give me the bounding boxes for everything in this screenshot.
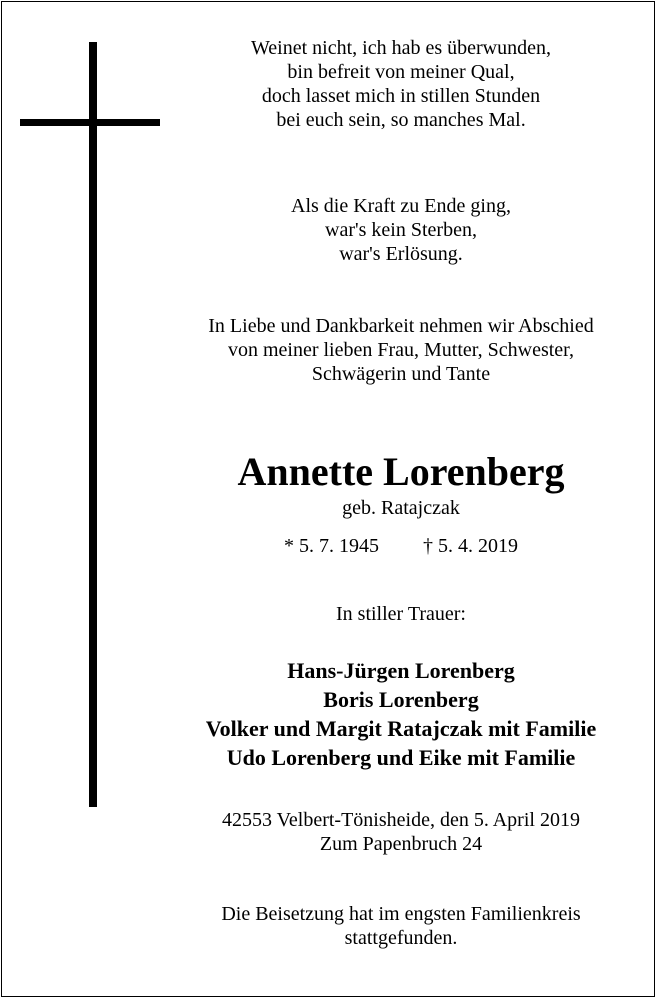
address-block <box>142 808 658 856</box>
deceased-name: Annette Lorenberg <box>237 449 565 494</box>
intro-line: In Liebe und Dankbarkeit nehmen wir Abschied <box>208 315 594 337</box>
death-date: † 5. 4. 2019 <box>423 535 518 557</box>
burial-line: Die Beisetzung hat im engsten Familienkreis <box>221 903 581 925</box>
mourner-name: Volker und Margit Ratajczak mit Familie <box>205 716 597 741</box>
mourner-name: Udo Lorenberg und Eike mit Familie <box>226 745 576 770</box>
poem-line: bin befreit von meiner Qual, <box>287 61 515 83</box>
poem-line: bei euch sein, so manches Mal. <box>276 109 526 131</box>
farewell-intro <box>142 314 658 386</box>
burial-notice <box>142 902 658 950</box>
address-line: Zum Papenbruch 24 <box>319 833 483 855</box>
address-line: 42553 Velbert-Tönisheide, den 5. April 2019 <box>222 809 580 831</box>
life-dates <box>142 534 658 558</box>
poem-line: Als die Kraft zu Ende ging, <box>291 195 511 217</box>
mourner-name: Boris Lorenberg <box>323 687 479 712</box>
poem-stanza-2 <box>142 194 658 266</box>
intro-line: von meiner lieben Frau, Mutter, Schwester, <box>227 339 575 361</box>
burial-line: stattgefunden. <box>344 927 458 949</box>
cross-horizontal-bar <box>20 119 160 126</box>
mourner-name: Hans-Jürgen Lorenberg <box>287 658 515 683</box>
poem-line: war's Erlösung. <box>339 243 463 265</box>
maiden-name <box>142 496 658 520</box>
cross-vertical-bar <box>89 42 97 807</box>
poem-stanza-1 <box>142 36 658 132</box>
intro-line: Schwägerin und Tante <box>311 363 491 385</box>
mourning-label-text: In stiller Trauer: <box>336 603 466 625</box>
obituary-frame <box>1 1 655 997</box>
mourning-label <box>142 602 658 626</box>
maiden-name-text: geb. Ratajczak <box>342 497 460 519</box>
mourners-list <box>142 656 658 772</box>
poem-line: Weinet nicht, ich hab es überwunden, <box>251 37 551 59</box>
birth-date: * 5. 7. 1945 <box>284 535 379 557</box>
poem-line: doch lasset mich in stillen Stunden <box>261 85 541 107</box>
poem-line: war's kein Sterben, <box>325 219 477 241</box>
